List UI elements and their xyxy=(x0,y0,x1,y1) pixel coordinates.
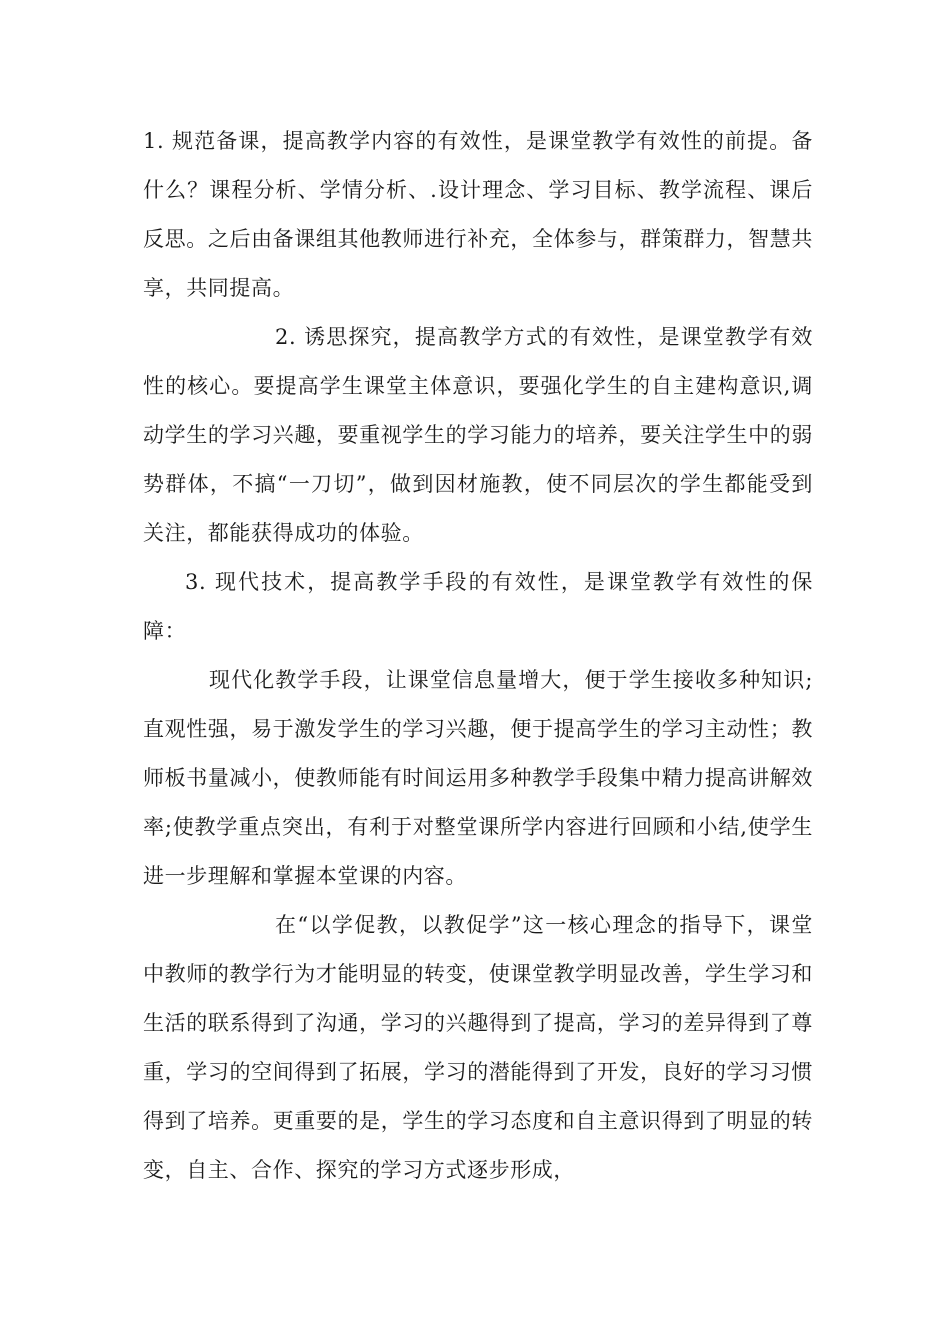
document-body xyxy=(143,117,813,1195)
paragraph-teaching-means: 现代化教学手段，让课堂信息量增大，便于学生接收多种知识;直观性强，易于激发学生的学习兴趣，便于提高学生的学习主动性；教师板书量减小，使教师能有时间运用多种教学手段集中精力提高讲解效率;使教学重点突出，有利于对整堂课所学内容进行回顾和小结,使学生进一步理解和掌握本堂课的内容。 xyxy=(143,668,813,888)
paragraph-modern-technology: 3. 现代技术，提高教学手段的有效性，是课堂教学有效性的保障： xyxy=(143,570,813,643)
paragraph-inquiry-method: 2. 诱思探究，提高教学方式的有效性，是课堂教学有效性的核心。要提高学生课堂主体意识，要强化学生的自主建构意识,调动学生的学习兴趣，要重视学生的学习能力的培养，要关注学生中的弱势群体，不搞“一刀切”，做到因材施教，使不同层次的学生都能受到关注，都能获得成功的体验。 xyxy=(143,325,813,545)
paragraph-lesson-preparation: 1. 规范备课，提高教学内容的有效性，是课堂教学有效性的前提。备什么？课程分析、学情分析、.设计理念、学习目标、教学流程、课后反思。之后由备课组其他教师进行补充，全体参与，群策群力，智慧共享，共同提高。 xyxy=(143,129,813,300)
paragraph-core-concept: 在“以学促教，以教促学”这一核心理念的指导下，课堂中教师的教学行为才能明显的转变，使课堂教学明显改善，学生学习和生活的联系得到了沟通，学习的兴趣得到了提高，学习的差异得到了尊重，学习的空间得到了拓展，学习的潜能得到了开发，良好的学习习惯得到了培养。更重要的是，学生的学习态度和自主意识得到了明显的转变，自主、合作、探究的学习方式逐步形成， xyxy=(143,913,813,1182)
